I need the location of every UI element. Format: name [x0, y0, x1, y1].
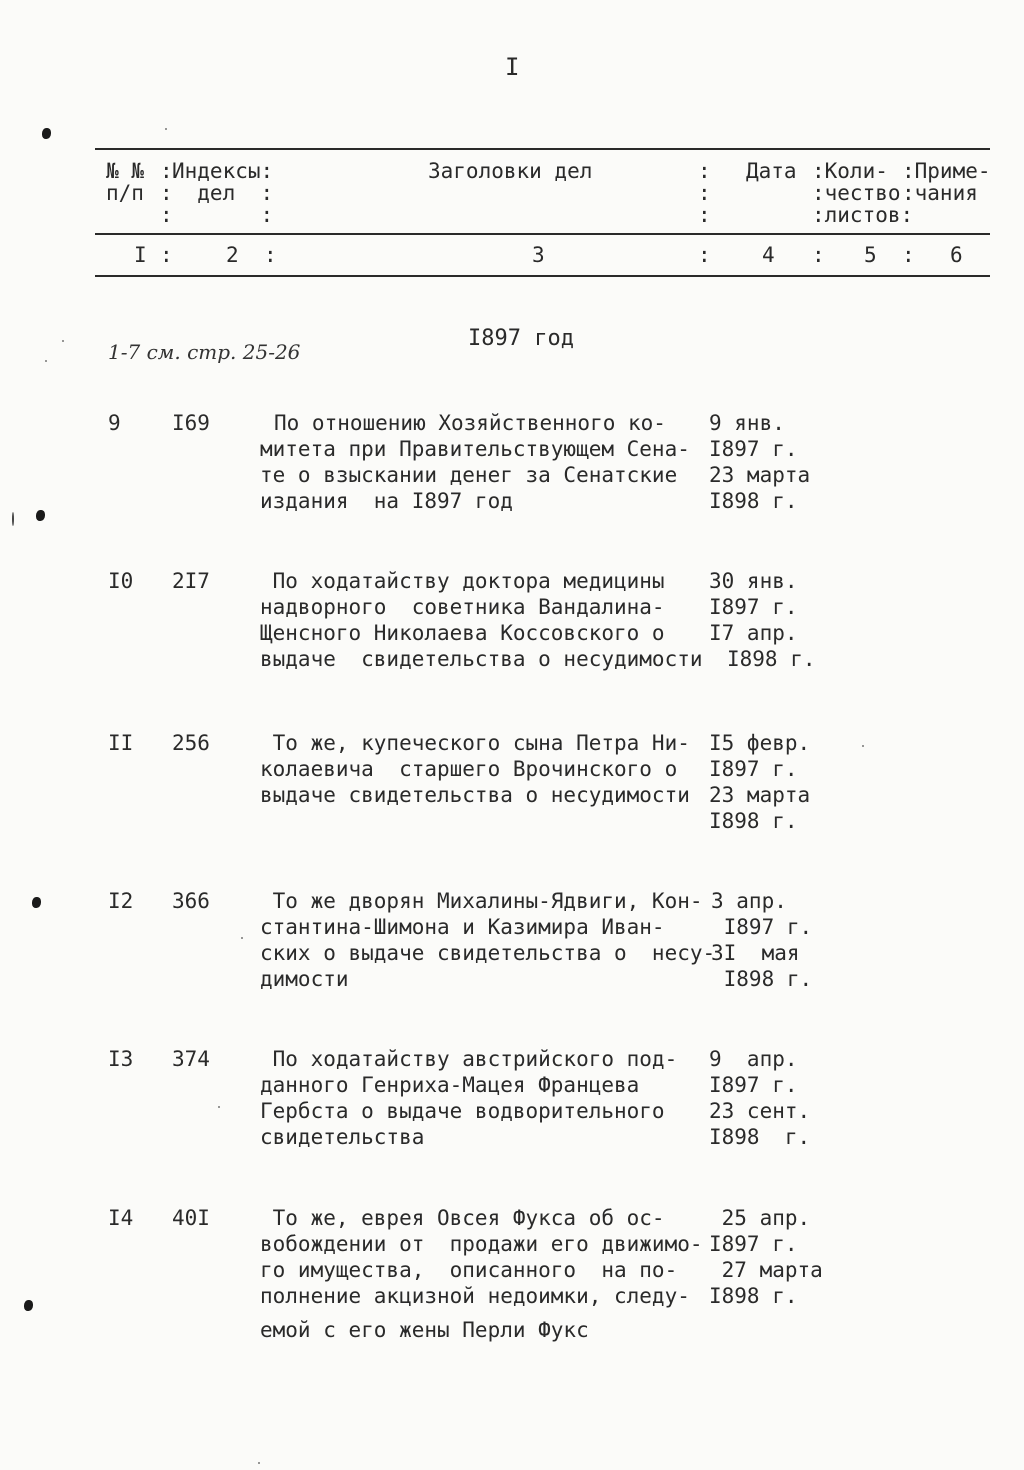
column-separator: :	[902, 243, 915, 267]
header-col-number: № № п/п	[106, 159, 144, 205]
entry-title-line: те о взыскании денег за Сенатские	[260, 463, 678, 487]
year-heading: I897 год	[468, 326, 574, 351]
entry-date-line: I897 г.	[709, 437, 798, 461]
column-separator: :	[264, 243, 277, 267]
entry-date-line: 27 марта	[709, 1258, 823, 1282]
column-number-2: 2	[226, 243, 239, 267]
entry-title-line: надворного советника Вандалина-	[260, 595, 665, 619]
entry-date-line: I897 г.	[711, 915, 813, 939]
entry-title-line: емой с его жены Перли Фукс	[260, 1318, 589, 1342]
entry-title	[260, 1208, 703, 1346]
entry-number: I2	[108, 889, 134, 913]
entry-date-line: 9 янв.	[709, 411, 785, 435]
hole-punch-mark	[32, 897, 41, 908]
entry-date-line: I898 г.	[727, 647, 816, 671]
entry-index: 2I7	[172, 569, 210, 593]
scan-speck	[258, 1462, 260, 1464]
entry-number: I0	[108, 569, 134, 593]
entry-date	[709, 413, 810, 517]
entry-date-line: 30 янв.	[709, 569, 798, 593]
entry-date-line: I897 г.	[709, 1232, 798, 1256]
entry-title-line: Щенсного Николаева Коссовского о	[260, 621, 665, 645]
entry-title-line: издания на I897 год	[260, 489, 513, 513]
entry-title-line: То же, купеческого сына Петра Ни-	[260, 731, 690, 755]
entry-date-line: I898 г.	[709, 1284, 798, 1308]
entry-title-line: данного Генриха-Мацея Францева	[260, 1073, 640, 1097]
entry-date-line: I898 г.	[711, 967, 813, 991]
scan-speck	[218, 1106, 220, 1108]
entry-title	[260, 571, 703, 675]
column-number-4: 4	[762, 243, 775, 267]
entry-title-line: колаевича старшего Врочинского о	[260, 757, 678, 781]
header-col-index: Индексы: дел : :	[172, 159, 274, 227]
entry-date-line: 9 апр.	[709, 1047, 798, 1071]
entry-date-line: I5 февр.	[709, 731, 811, 755]
column-number-5: 5	[864, 243, 877, 267]
entry-number: I4	[108, 1206, 134, 1230]
entry-date	[709, 1049, 810, 1153]
header-col-title: Заголовки дел	[428, 159, 593, 183]
column-separator: :	[698, 243, 711, 267]
entry-date-line: I898 г.	[709, 489, 798, 513]
column-separator: :	[160, 243, 173, 267]
header-separator: : : :	[698, 159, 711, 227]
scan-speck	[12, 512, 14, 526]
header-separator: : : :	[160, 159, 173, 227]
entry-date-line: 23 марта	[709, 463, 811, 487]
entry-index: 40I	[172, 1206, 210, 1230]
scan-speck	[62, 340, 64, 342]
entry-date-line: I7 апр.	[709, 621, 798, 645]
entry-title-line: выдаче свидетельства о несудимости	[260, 783, 690, 807]
entry-index: 256	[172, 731, 210, 755]
entry-title-line: димости	[260, 967, 349, 991]
entry-title-line: То же, еврея Овсея Фукса об ос-	[260, 1206, 665, 1230]
entry-date	[709, 571, 816, 675]
entry-title-line: митета при Правительствующем Сена-	[260, 437, 690, 461]
entry-date-line: 3 апр.	[711, 889, 787, 913]
scan-speck	[241, 937, 243, 939]
entry-title	[260, 733, 690, 811]
header-bottom-rule	[95, 275, 990, 277]
hole-punch-mark	[24, 1300, 33, 1311]
entry-title-line: По отношению Хозяйственного ко-	[274, 411, 666, 435]
entry-date-line: 3I мая	[711, 941, 800, 965]
column-number-1: I	[134, 243, 147, 267]
entry-index: I69	[172, 411, 210, 435]
hole-punch-mark	[42, 128, 51, 139]
entry-number: II	[108, 731, 134, 755]
entry-date	[711, 891, 812, 995]
entry-date-line: I898 г.	[709, 1125, 811, 1149]
scan-speck	[45, 360, 47, 362]
column-number-3: 3	[532, 243, 545, 267]
entry-title-line: полнение акцизной недоимки, следу-	[260, 1284, 690, 1308]
scan-speck	[862, 745, 864, 747]
column-separator: :	[812, 243, 825, 267]
entry-date	[709, 1208, 823, 1312]
entry-title-line: го имущества, описанного на по-	[260, 1258, 678, 1282]
entry-title-line: То же дворян Михалины-Ядвиги, Кон-	[260, 889, 703, 913]
entry-date-line: I897 г.	[709, 1073, 798, 1097]
entry-number: 9	[108, 411, 121, 435]
entry-title	[260, 413, 690, 517]
header-col-date: Дата	[746, 159, 797, 183]
column-number-6: 6	[950, 243, 963, 267]
entry-title-line: По ходатайству доктора медицины	[260, 569, 665, 593]
entry-date-line: I898 г.	[709, 809, 798, 833]
entry-title-line: свидетельства	[260, 1125, 425, 1149]
header-middle-rule	[95, 233, 990, 235]
scan-speck	[165, 128, 167, 130]
header-top-rule	[95, 148, 990, 150]
page-number: I	[505, 53, 520, 81]
hole-punch-mark	[36, 510, 45, 521]
entry-title-line: Гербста о выдаче водворительного	[260, 1099, 665, 1123]
entry-date-line: 23 марта	[709, 783, 811, 807]
entry-date-line: I897 г.	[709, 595, 798, 619]
entry-date-line: 23 сент.	[709, 1099, 811, 1123]
header-col-notes: :Приме- :чания	[902, 159, 991, 205]
handwritten-note: 1-7 см. стр. 25-26	[108, 340, 301, 364]
entry-index: 366	[172, 889, 210, 913]
entry-title-line: вобождении от продажи его движимо-	[260, 1232, 703, 1256]
entry-date	[709, 733, 810, 837]
entry-index: 374	[172, 1047, 210, 1071]
entry-title-line: ских о выдаче свидетельства о несу-	[260, 941, 716, 965]
entry-title	[260, 1049, 677, 1153]
header-col-sheets: :Коли- :чество :листов:	[812, 159, 914, 227]
entry-title-line: По ходатайству австрийского под-	[260, 1047, 678, 1071]
entry-title-line: выдаче свидетельства о несудимости	[260, 647, 703, 671]
entry-title	[260, 891, 715, 995]
entry-date-line: I897 г.	[709, 757, 798, 781]
entry-date-line: 25 апр.	[709, 1206, 811, 1230]
entry-title-line: стантина-Шимона и Казимира Иван-	[260, 915, 665, 939]
entry-number: I3	[108, 1047, 134, 1071]
